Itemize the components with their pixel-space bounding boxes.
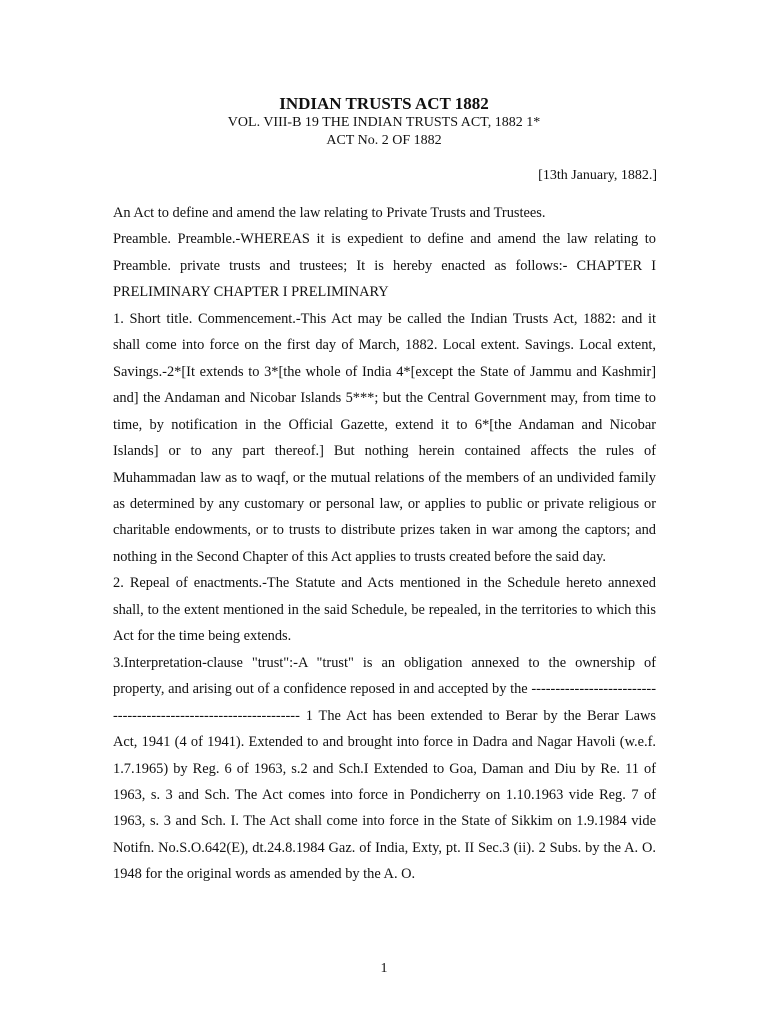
enactment-date: [13th January, 1882.]	[538, 168, 657, 183]
document-title: INDIAN TRUSTS ACT 1882	[279, 94, 489, 113]
document-body	[113, 200, 656, 888]
paragraph-section-2: 2. Repeal of enactments.-The Statute and Acts mentioned in the Schedule hereto annexed shall, to the extent mentioned in the said Schedule, be repealed, in the territories to which this Act for the time being extends.	[113, 575, 656, 645]
paragraph-section-3-footnotes: 3.Interpretation-clause "trust":-A "trust" is an obligation annexed to the ownership of property, and arising out of a confidence reposed in and accepted by the ----------------------------------------------------------------- 1 The Act has been extended to Berar by the Berar Laws Act, 1941 (4 of 1941). Extended to and brought into force in Dadra and Nagar Havoli (w.e.f. 1.7.1965) by Reg. 6 of 1963, s.2 and Sch.I Extended to Goa, Daman and Diu by Re. 11 of 1963, s. 3 and Sch. The Act comes into force in Pondicherry on 1.10.1963 vide Reg. 7 of 1963, s. 3 and Sch. I. The Act shall come into force in the State of Sikkim on 1.9.1984 vide Notifn. No.S.O.642(E), dt.24.8.1984 Gaz. of India, Exty, pt. II Sec.3 (ii). 2 Subs. by the A. O. 1948 for the original words as amended by the A. O.	[113, 654, 656, 883]
act-number-line: ACT No. 2 OF 1882	[326, 133, 442, 148]
paragraph-section-1: 1. Short title. Commencement.-This Act may be called the Indian Trusts Act, 1882: and it shall come into force on the first day of March, 1882. Local extent. Savings. Local extent, Savings.-2*[It extends to 3*[the whole of India 4*[except the State of Jammu and Kashmir] and] the Andaman and Nicobar Islands 5***; but the Central Government may, from time to time, by notification in the Official Gazette, extend it to 6*[the Andaman and Nicobar Islands] or to any part thereof.] But nothing herein contained affects the rules of Muhammadan law as to waqf, or the mutual relations of the members of an undivided family as determined by any customary or personal law, or applies to public or private religious or charitable endowments, or to trusts to distribute prizes taken in war among the captors; and nothing in the Second Chapter of this Act applies to trusts created before the said day.	[113, 310, 656, 565]
volume-line: VOL. VIII-B 19 THE INDIAN TRUSTS ACT, 1882 1*	[227, 115, 541, 130]
paragraph-long-title: An Act to define and amend the law relating to Private Trusts and Trustees.	[113, 205, 546, 221]
paragraph-preamble: Preamble. Preamble.-WHEREAS it is expedient to define and amend the law relating to Preamble. private trusts and trustees; It is hereby enacted as follows:- CHAPTER I PRELIMINARY CHAPTER I PRELIMINARY	[113, 231, 656, 301]
page-number: 1	[380, 961, 388, 976]
